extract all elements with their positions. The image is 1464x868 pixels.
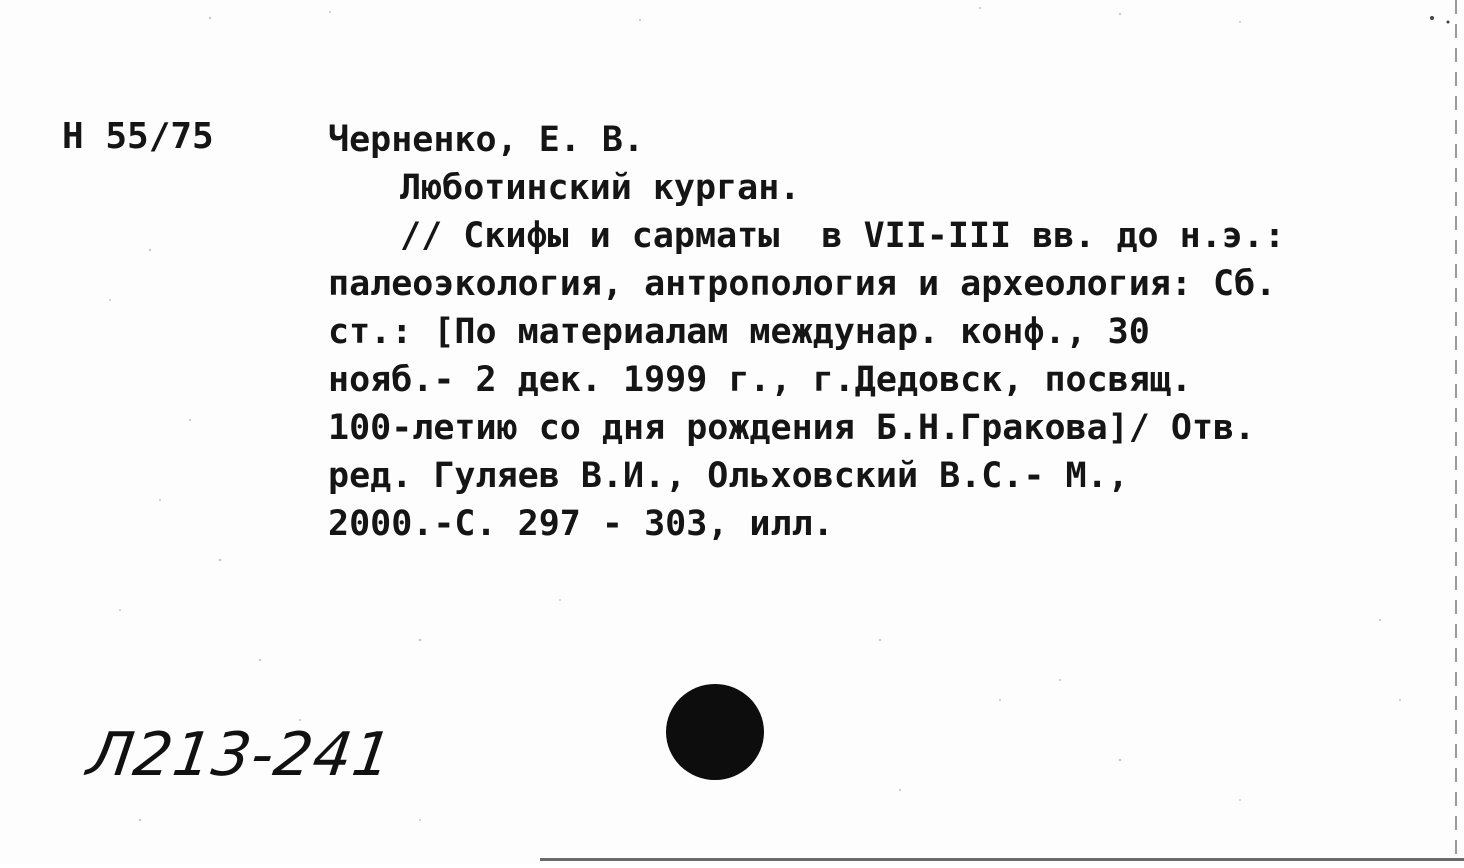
card-right-edge xyxy=(1455,0,1457,864)
card-bottom-edge xyxy=(540,858,1464,861)
punch-hole xyxy=(666,684,764,780)
shelfmark: Н 55/75 xyxy=(62,116,214,157)
entry-line-7: 2000.-С. 297 - 303, илл. xyxy=(328,504,834,544)
entry-line-3: ст.: [По материалам междунар. конф., 30 xyxy=(328,312,1150,352)
entry-line-1: // Скифы и сарматы в VII-III вв. до н.э.: xyxy=(400,216,1286,256)
entry-line-6: ред. Гуляев В.И., Ольховский В.С.- М., xyxy=(328,456,1129,496)
author-line: Черненко, Е. В. xyxy=(328,120,645,160)
title-line: Люботинский курган. xyxy=(400,168,801,208)
entry-line-2: палеоэкология, антропология и археология: Сб. xyxy=(328,264,1277,304)
entry-line-4: нояб.- 2 дек. 1999 г., г.Дедовск, посвящ. xyxy=(328,360,1192,400)
entry-line-5: 100-летию со дня рождения Б.Н.Гракова]/ Отв. xyxy=(328,408,1256,448)
handwritten-call-number: Л213-241 xyxy=(83,720,397,790)
bibliographic-entry xyxy=(328,116,1408,548)
